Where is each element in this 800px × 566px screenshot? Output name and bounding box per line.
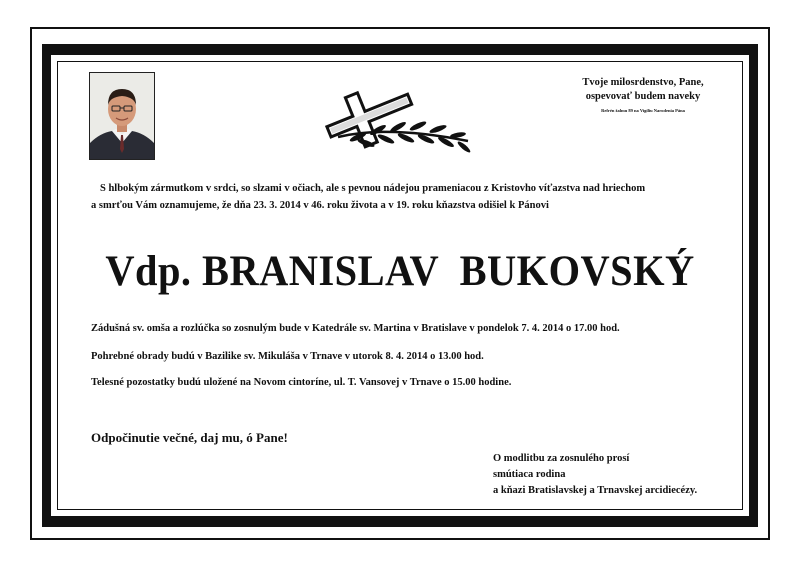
signature-line-3: a kňazi Bratislavskej a Trnavskej arcidiecézy. <box>493 485 698 496</box>
verse-line-1: Tvoje milosrdenstvo, Pane, <box>582 77 704 88</box>
deceased-name: Vdp. BRANISLAV BUKOVSKÝ <box>105 248 695 295</box>
announcement-text: S hlbokým zármutkom v srdci, so slzami v očiach, ale s pevnou nádejou prameniacou z Kristovho víťazstva nad hriechom a smrťou Vám oznamujeme, že dňa 23. 3. 2014 v 46. roku života a v 19. roku kňazstva odišiel k Pánovi <box>91 183 646 211</box>
burial-rites-info: Pohrebné obrady budú v Bazilike sv. Mikuláša v Trnave v utorok 8. 4. 2014 o 13.00 hod. <box>91 351 484 362</box>
mourners-signature <box>493 451 697 499</box>
funeral-mass-info: Zádušná sv. omša a rozlúčka so zosnulým bude v Katedrále sv. Martina v Bratislave v pondelok 7. 4. 2014 o 17.00 hod. <box>91 323 620 334</box>
requiem-prayer: Odpočinutie večné, daj mu, ó Pane! <box>91 430 288 445</box>
signature-line-2: smútiaca rodina <box>493 469 566 480</box>
bible-verse <box>568 76 718 103</box>
verse-line-2: ospevovať budem naveky <box>585 90 701 102</box>
verse-source: Refrén žalmu 89 na Vigíliu Narodenia Pána <box>601 108 685 113</box>
signature-line-1: O modlitbu za zosnulého prosí <box>493 453 630 464</box>
portrait-photo <box>89 72 155 160</box>
cross-with-palm-branch-icon <box>318 85 478 157</box>
interment-info: Telesné pozostatky budú uložené na Novom cintoríne, ul. T. Vansovej v Trnave o 15.00 hodine. <box>91 377 512 388</box>
